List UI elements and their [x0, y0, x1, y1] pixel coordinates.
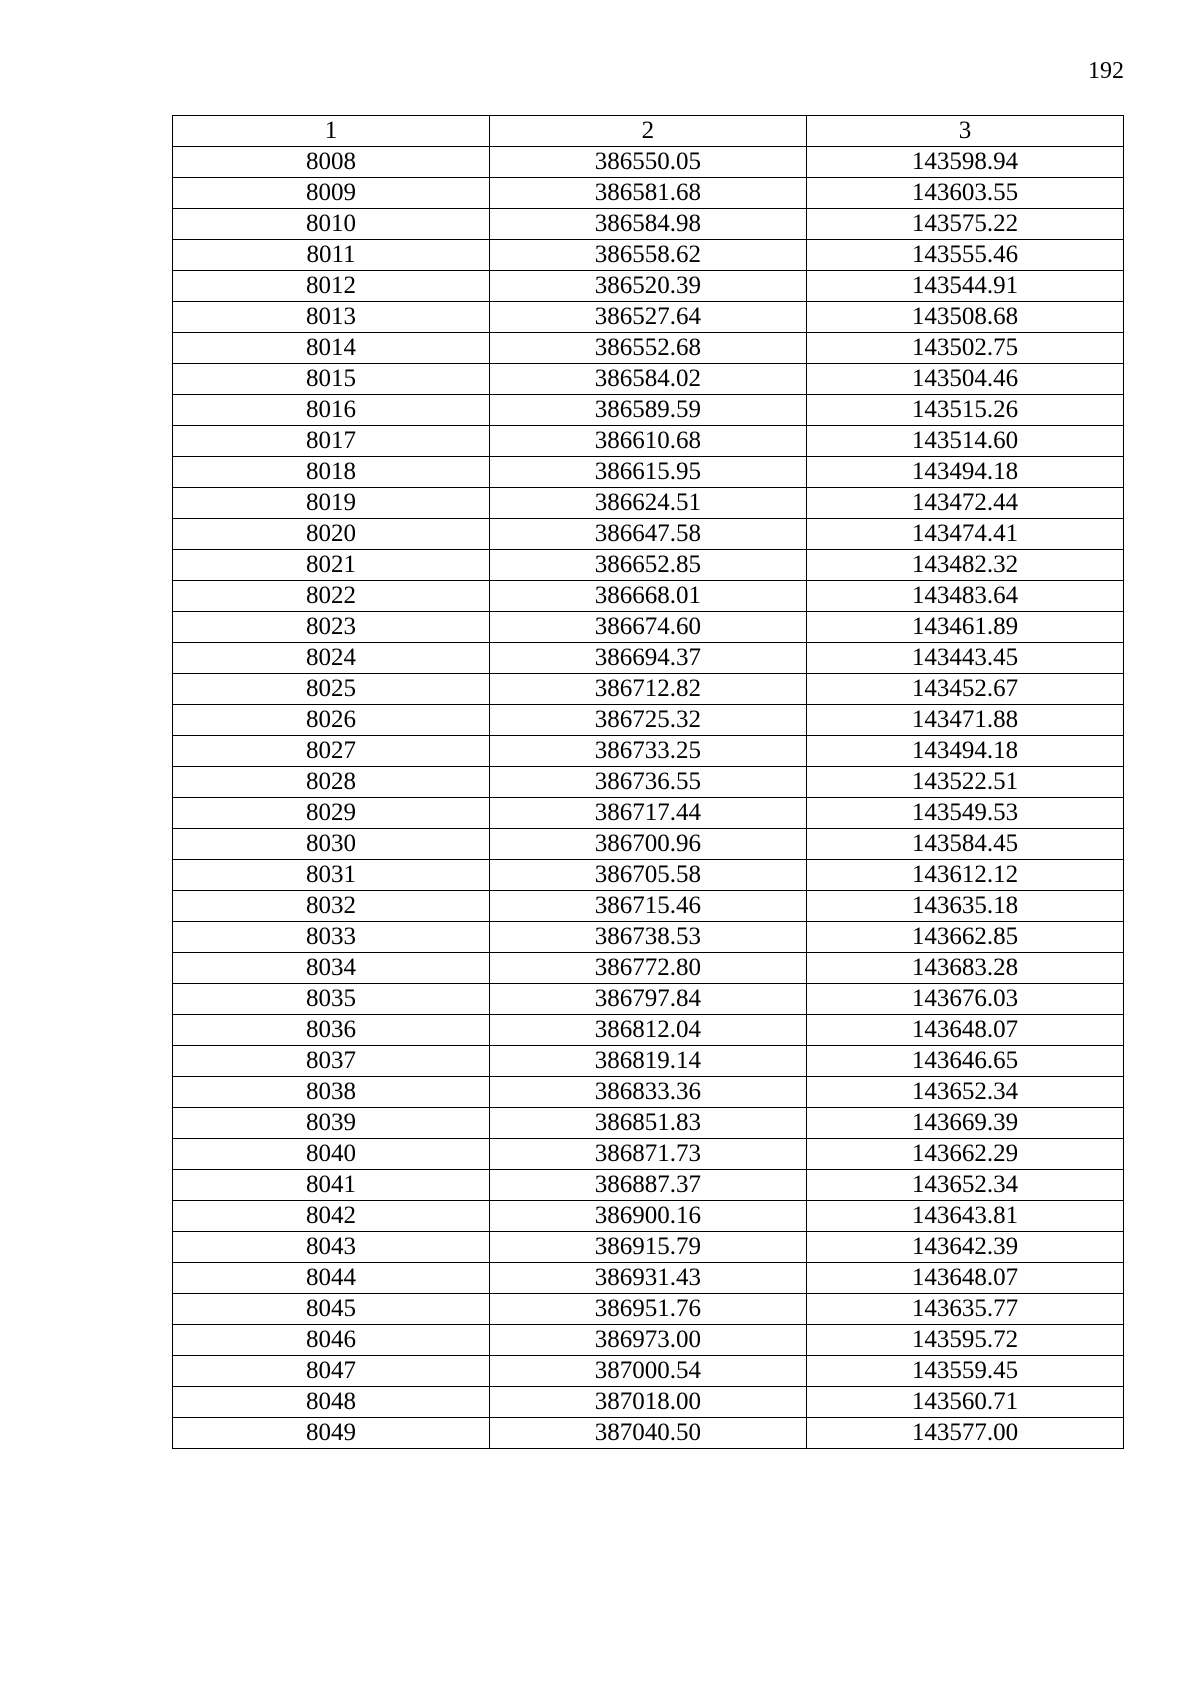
table-row	[173, 271, 1124, 302]
point-number-cell: 8014	[173, 333, 490, 364]
table-row	[173, 1015, 1124, 1046]
table-row	[173, 1232, 1124, 1263]
coordinate-x-cell: 386851.83	[489, 1108, 806, 1139]
point-number-cell: 8011	[173, 240, 490, 271]
coordinate-x-cell: 386584.98	[489, 209, 806, 240]
table-row	[173, 209, 1124, 240]
point-number-cell: 8008	[173, 147, 490, 178]
coordinate-y-cell: 143642.39	[806, 1232, 1123, 1263]
coordinate-x-cell: 386647.58	[489, 519, 806, 550]
coordinate-y-cell: 143472.44	[806, 488, 1123, 519]
point-number-cell: 8049	[173, 1418, 490, 1449]
coordinate-x-cell: 386725.32	[489, 705, 806, 736]
table-row	[173, 798, 1124, 829]
coordinate-y-cell: 143461.89	[806, 612, 1123, 643]
point-number-cell: 8013	[173, 302, 490, 333]
coordinate-x-cell: 386668.01	[489, 581, 806, 612]
table-row	[173, 1356, 1124, 1387]
point-number-cell: 8015	[173, 364, 490, 395]
coordinate-x-cell: 386772.80	[489, 953, 806, 984]
coordinate-x-cell: 386915.79	[489, 1232, 806, 1263]
page-number: 192	[1088, 58, 1124, 84]
coordinate-x-cell: 386833.36	[489, 1077, 806, 1108]
point-number-cell: 8019	[173, 488, 490, 519]
coordinate-x-cell: 386652.85	[489, 550, 806, 581]
point-number-cell: 8039	[173, 1108, 490, 1139]
point-number-cell: 8030	[173, 829, 490, 860]
table-row	[173, 457, 1124, 488]
table-row	[173, 1294, 1124, 1325]
coordinate-y-cell: 143575.22	[806, 209, 1123, 240]
coordinate-x-cell: 386887.37	[489, 1170, 806, 1201]
point-number-cell: 8040	[173, 1139, 490, 1170]
table-row	[173, 147, 1124, 178]
point-number-cell: 8010	[173, 209, 490, 240]
coordinate-x-cell: 386581.68	[489, 178, 806, 209]
point-number-cell: 8023	[173, 612, 490, 643]
table-row	[173, 364, 1124, 395]
coordinate-x-cell: 386871.73	[489, 1139, 806, 1170]
coordinate-x-cell: 386712.82	[489, 674, 806, 705]
point-number-cell: 8016	[173, 395, 490, 426]
coordinate-x-cell: 386558.62	[489, 240, 806, 271]
point-number-cell: 8017	[173, 426, 490, 457]
coordinate-x-cell: 386715.46	[489, 891, 806, 922]
table-row	[173, 302, 1124, 333]
table-row	[173, 178, 1124, 209]
table-row	[173, 1325, 1124, 1356]
table-row	[173, 736, 1124, 767]
coordinate-y-cell: 143504.46	[806, 364, 1123, 395]
coordinate-y-cell: 143471.88	[806, 705, 1123, 736]
coordinate-y-cell: 143483.64	[806, 581, 1123, 612]
coordinate-y-cell: 143652.34	[806, 1170, 1123, 1201]
coordinate-x-cell: 386797.84	[489, 984, 806, 1015]
coordinate-x-cell: 386819.14	[489, 1046, 806, 1077]
table-row	[173, 860, 1124, 891]
coordinate-y-cell: 143584.45	[806, 829, 1123, 860]
point-number-cell: 8035	[173, 984, 490, 1015]
coordinate-y-cell: 143494.18	[806, 457, 1123, 488]
coordinate-x-cell: 386812.04	[489, 1015, 806, 1046]
coordinate-x-cell: 386738.53	[489, 922, 806, 953]
coordinate-x-cell: 386527.64	[489, 302, 806, 333]
table-row	[173, 674, 1124, 705]
coordinate-y-cell: 143514.60	[806, 426, 1123, 457]
point-number-cell: 8045	[173, 1294, 490, 1325]
coordinate-y-cell: 143560.71	[806, 1387, 1123, 1418]
table-row	[173, 1201, 1124, 1232]
table-row	[173, 1170, 1124, 1201]
coordinate-x-cell: 386589.59	[489, 395, 806, 426]
coordinate-y-cell: 143643.81	[806, 1201, 1123, 1232]
coordinate-y-cell: 143544.91	[806, 271, 1123, 302]
coordinate-x-cell: 386705.58	[489, 860, 806, 891]
coordinate-x-cell: 386931.43	[489, 1263, 806, 1294]
table-row	[173, 922, 1124, 953]
point-number-cell: 8025	[173, 674, 490, 705]
table-row	[173, 829, 1124, 860]
table-row	[173, 519, 1124, 550]
coordinate-y-cell: 143515.26	[806, 395, 1123, 426]
coordinate-y-cell: 143646.65	[806, 1046, 1123, 1077]
coordinate-y-cell: 143612.12	[806, 860, 1123, 891]
coordinate-x-cell: 386694.37	[489, 643, 806, 674]
column-header-2: 2	[489, 116, 806, 147]
coordinate-x-cell: 386520.39	[489, 271, 806, 302]
point-number-cell: 8027	[173, 736, 490, 767]
point-number-cell: 8044	[173, 1263, 490, 1294]
table-row	[173, 1139, 1124, 1170]
table-row	[173, 643, 1124, 674]
table-row	[173, 1387, 1124, 1418]
table-row	[173, 1077, 1124, 1108]
coordinate-x-cell: 386733.25	[489, 736, 806, 767]
point-number-cell: 8036	[173, 1015, 490, 1046]
point-number-cell: 8026	[173, 705, 490, 736]
coordinate-y-cell: 143595.72	[806, 1325, 1123, 1356]
coordinate-y-cell: 143648.07	[806, 1263, 1123, 1294]
table-row	[173, 1046, 1124, 1077]
coordinate-y-cell: 143683.28	[806, 953, 1123, 984]
coordinate-x-cell: 386615.95	[489, 457, 806, 488]
coordinate-x-cell: 386552.68	[489, 333, 806, 364]
point-number-cell: 8021	[173, 550, 490, 581]
coordinate-x-cell: 387040.50	[489, 1418, 806, 1449]
point-number-cell: 8024	[173, 643, 490, 674]
coordinate-x-cell: 386674.60	[489, 612, 806, 643]
table-row	[173, 705, 1124, 736]
point-number-cell: 8032	[173, 891, 490, 922]
table-row	[173, 767, 1124, 798]
point-number-cell: 8048	[173, 1387, 490, 1418]
point-number-cell: 8042	[173, 1201, 490, 1232]
table-row	[173, 984, 1124, 1015]
coordinate-x-cell: 386717.44	[489, 798, 806, 829]
table-row	[173, 612, 1124, 643]
coordinate-y-cell: 143508.68	[806, 302, 1123, 333]
point-number-cell: 8031	[173, 860, 490, 891]
coordinate-y-cell: 143549.53	[806, 798, 1123, 829]
point-number-cell: 8020	[173, 519, 490, 550]
coordinate-y-cell: 143652.34	[806, 1077, 1123, 1108]
coordinate-y-cell: 143502.75	[806, 333, 1123, 364]
point-number-cell: 8012	[173, 271, 490, 302]
coordinate-y-cell: 143662.29	[806, 1139, 1123, 1170]
point-number-cell: 8009	[173, 178, 490, 209]
point-number-cell: 8029	[173, 798, 490, 829]
table-row	[173, 1263, 1124, 1294]
coordinate-y-cell: 143443.45	[806, 643, 1123, 674]
point-number-cell: 8041	[173, 1170, 490, 1201]
table-row	[173, 581, 1124, 612]
point-number-cell: 8018	[173, 457, 490, 488]
point-number-cell: 8043	[173, 1232, 490, 1263]
table-row	[173, 488, 1124, 519]
column-header-3: 3	[806, 116, 1123, 147]
table-row	[173, 1418, 1124, 1449]
coordinate-x-cell: 386584.02	[489, 364, 806, 395]
table-row	[173, 240, 1124, 271]
coordinate-y-cell: 143494.18	[806, 736, 1123, 767]
coordinate-y-cell: 143452.67	[806, 674, 1123, 705]
coordinate-x-cell: 386624.51	[489, 488, 806, 519]
point-number-cell: 8028	[173, 767, 490, 798]
coordinate-x-cell: 386700.96	[489, 829, 806, 860]
table-row	[173, 395, 1124, 426]
coordinate-y-cell: 143648.07	[806, 1015, 1123, 1046]
coordinates-table	[172, 115, 1124, 1449]
coordinate-x-cell: 386900.16	[489, 1201, 806, 1232]
coordinate-x-cell: 386550.05	[489, 147, 806, 178]
coordinate-x-cell: 386973.00	[489, 1325, 806, 1356]
coordinate-y-cell: 143635.18	[806, 891, 1123, 922]
table-row	[173, 550, 1124, 581]
coordinate-y-cell: 143559.45	[806, 1356, 1123, 1387]
coordinate-x-cell: 386736.55	[489, 767, 806, 798]
coordinate-y-cell: 143482.32	[806, 550, 1123, 581]
point-number-cell: 8037	[173, 1046, 490, 1077]
point-number-cell: 8022	[173, 581, 490, 612]
coordinate-y-cell: 143522.51	[806, 767, 1123, 798]
coordinate-y-cell: 143555.46	[806, 240, 1123, 271]
coordinate-x-cell: 387018.00	[489, 1387, 806, 1418]
coordinate-x-cell: 386610.68	[489, 426, 806, 457]
table-body	[173, 147, 1124, 1449]
coordinate-y-cell: 143669.39	[806, 1108, 1123, 1139]
column-header-1: 1	[173, 116, 490, 147]
coordinate-x-cell: 386951.76	[489, 1294, 806, 1325]
point-number-cell: 8034	[173, 953, 490, 984]
coordinate-y-cell: 143635.77	[806, 1294, 1123, 1325]
table-row	[173, 953, 1124, 984]
table-row	[173, 1108, 1124, 1139]
table-header-row	[173, 116, 1124, 147]
point-number-cell: 8047	[173, 1356, 490, 1387]
coordinate-y-cell: 143676.03	[806, 984, 1123, 1015]
table-row	[173, 426, 1124, 457]
coordinate-y-cell: 143603.55	[806, 178, 1123, 209]
point-number-cell: 8038	[173, 1077, 490, 1108]
coordinate-y-cell: 143474.41	[806, 519, 1123, 550]
coordinate-y-cell: 143598.94	[806, 147, 1123, 178]
table-row	[173, 891, 1124, 922]
table-row	[173, 333, 1124, 364]
point-number-cell: 8046	[173, 1325, 490, 1356]
coordinate-x-cell: 387000.54	[489, 1356, 806, 1387]
coordinate-y-cell: 143662.85	[806, 922, 1123, 953]
point-number-cell: 8033	[173, 922, 490, 953]
coordinate-y-cell: 143577.00	[806, 1418, 1123, 1449]
